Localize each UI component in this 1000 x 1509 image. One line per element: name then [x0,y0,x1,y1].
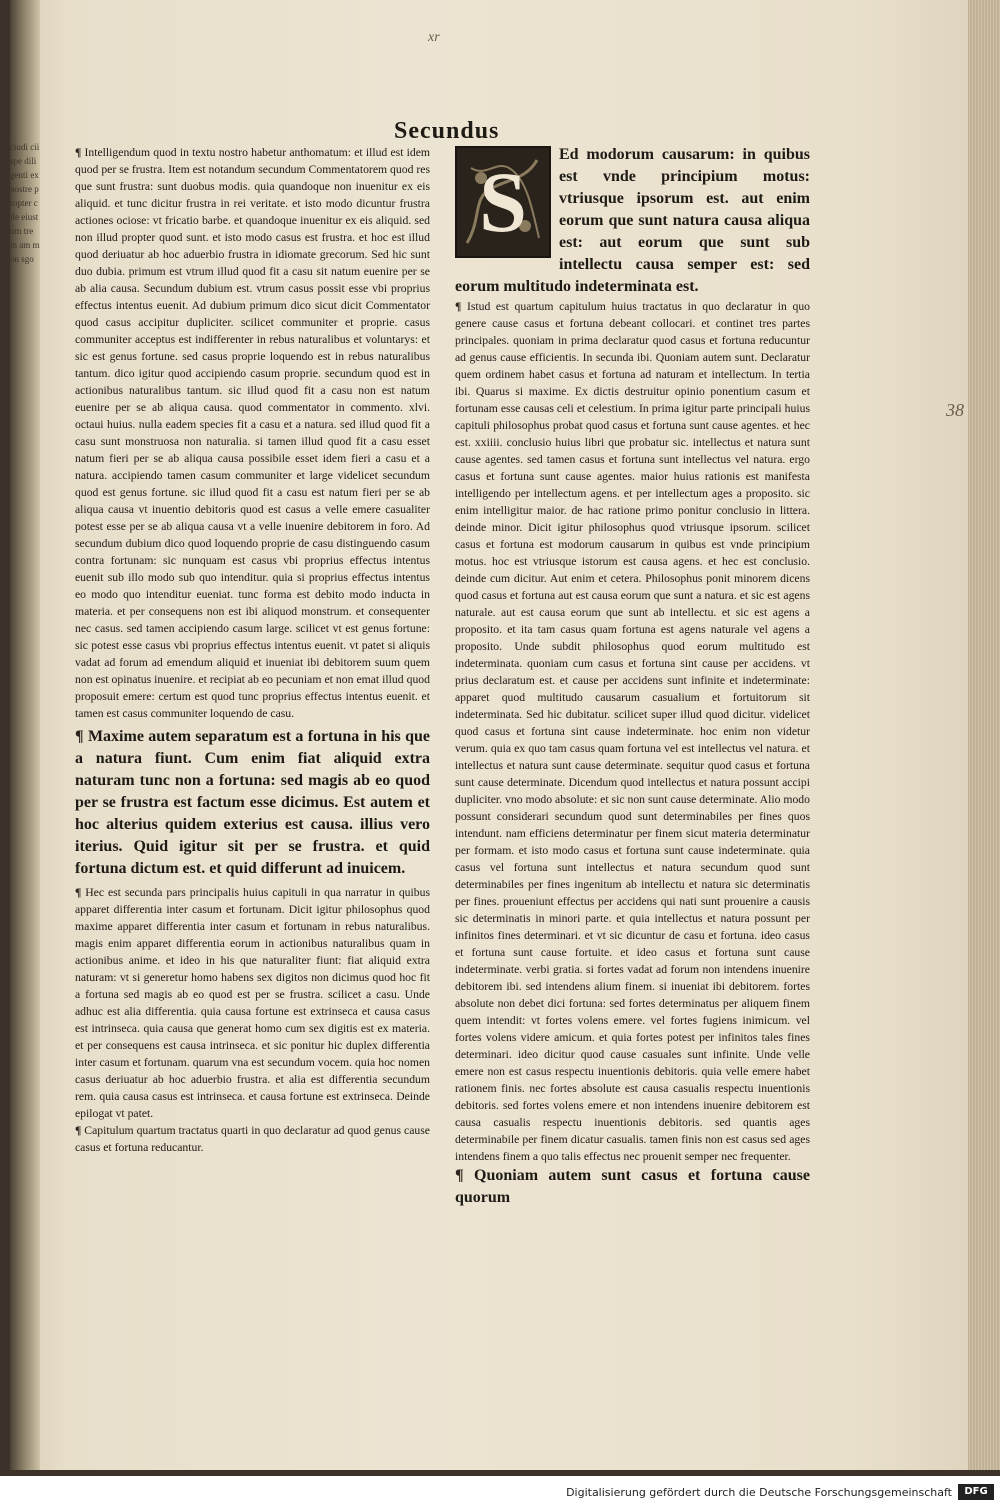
commentary-text: Istud est quartum capitulum huius tractatus in quo declaratur in quo genere cause casus et fortuna debeant collocari. et continet tres partes principales. quoniam in prima declaratur quod casus et fortuna reducuntur ad genus cause efficientis. In secunda ibi. Quoniam autem sunt. Declaratur quem ordinem habet casus et fortuna ad naturam et intellectum. In tertia ibi. Quarus si maxime. Ex dictis destruitur opinio ponentium casum et fortunam esse causas celi et celestium. In prima igitur parte principali huius capituli philosophus probat quod casus et fortuna sunt cause agentes. et hec est. xxiiii. conclusio huius libri que probatur sic. intellectus et natura sunt cause agentes. sed tamen casus et fortuna sunt intellectus vel natura. ergo casus et fortuna sunt cause agentes. maior huius rationis est manifesta intelligendo per intellectum agens. et per intellectum ages a proposito. sic enim intelligitur maior. de hac ratione primo ponitur conclusio in littera. deinde minor. Dicit igitur philosophus quod vtriusque ipsorum. scilicet casus et fortuna est modorum causarum in quibus est vnde principium motus. hoc est vtriusque istorum est causa agens. et hec est conclusio. deinde cum dicitur. Aut enim et cetera. Philosophus ponit minorem dicens quod casus et fortuna aut est causa eorum que sunt a natura. et sic est agens naturale. aut est causa eorum que sunt ab intellectu. et sic est agens a proposito. et ita tam casus quam fortuna est agens naturale vel agens a proposito. Unde subdit philosophus quod eorum multitudo est indeterminata. quoniam cum casus et fortuna sint cause per accidens. vt prius declaratum est. et cause per accidens sunt infinite et indeterminate: apparet quod multitudo causarum casualium et fortuitorum sit indeterminata. Sed hic dubitatur. scilicet super illud quod dicitur. videlicet quod casus et fortuna sint cause indeterminate. hoc enim non videtur verum. quia ex quo tam casus quam fortuna vel est intellectus vel natura. et intellectus et natura sunt cause determinate. sequitur quod casus et fortuna sunt cause determinate. Dicendum quod intellectus et natura possunt accipi dupliciter. vno modo absolute: et sic non sunt cause determinate. Alio modo possunt considerari secundum quod sunt determinabiles per fines quos intendunt. nam efficiens determinatur per finem sicut materia determinatur per formam. et isto modo casus et fortuna sunt cause indeterminate. quia casus vel fortuna sunt intellectus et natura secundum quod sunt determinabiles per fines ingenitum ab intellectu et natura sic determinatis per fines. proueniunt effectus per accidens qui nati sunt prouenire a causis sic determinatis in minori parte. et quia intellectus et natura possunt per infinitos fines determinari. et vt sic dicuntur de casu et fortuna. ideo casus et fortuna sunt cause fortuite. et ideo casus et fortuna sunt cause indeterminate. verbi gratia. si fortes vadat ad forum non intendens inuenire debitorem ibi. sed intendens alium finem. si inueniat ibi debitorem. fortes absolute non debet dici fortuna: sed fortes determinatus per aliquem finem quem intendit: vt fortes volens emere. vel fortes fugiens inimicum. vel fortes volens videre amicum. et quia fortes potest per infinitos tales fines determinari. ideo dicitur quod cause casuales sunt infinite. Unde velle emere non est casus respectu inuentionis debitoris. quia velle emere habet rationem finis. nec fortes absolute est causa casualis respectu inuentionis debitoris. sed fortes volens emere et non intendens inuenire debitorem est causa casualis respectu inuentionis debitoris. sed quantis ages determinabile per finem dicatur casualis. tamen finis non est casus sed ages intendens finem a quo talis effectus nec prouenit semper nec frequenter. [455,300,810,1163]
lemma-text: Maxime autem separatum est a fortuna in his que a natura fiunt. Cum enim fiat aliquid extra naturam tunc non a fortuna: sed magis ab eo quod per se frustra est factum esse dicimus. Est autem et hoc alterius quidem exterius est causa. illius vero iterius. Quid igitur sit per se frustra. et quid fortuna dictum est. et quid differunt ad inuicem. [75,728,430,877]
left-column [75,144,430,1224]
pilcrow-icon: ¶ [75,728,84,745]
chapter-heading [75,1122,430,1156]
pilcrow-icon: ¶ [455,1167,464,1184]
commentary-text: Hec est secunda pars principalis huius capituli in qua narratur in quibus apparet differentia inter casum et fortunam. Dicit igitur philosophus quod maxime apparet differentia inter casum et fortunam in rebus naturalibus. magis enim apparet differentia eorum in actionibus naturalibus quam in actionibus anime. et ideo in his que naturaliter fiunt: fiat aliquid extra naturam: vt si generetur homo habens sex digitos non dicimus quod hoc fit a fortuna sed magis ab eo quod est per se frustra. scilicet a casu. Unde adhuc est alia differentia. quia causa fortune est extrinseca et causa casus est intrinseca. quia causa que generat homo cum sex digitis est ex materia. et per consequens est causa intrinseca. et sic ponitur hic duplex differentia inter casum et fortunam. quarum vna est secundum vocem. quia hoc nomen casus deriuatur ab hoc aduerbio frustra. et alia est differentia secundum rem. quia causa casus est intrinseca. et causa fortune est extrinseca. Deinde epilogat vt patet. [75,886,430,1120]
commentary-text: Intelligendum quod in textu nostro habetur anthomatum: et illud est idem quod per se frustra. Item est notandum secundum Commentatorem quod res que sunt frustra: sunt duobus modis. quia quandoque non inuenitur ex eis aliquid. et tunc dicitur frustra in rei veritate. et isto modo dicuntur frustra actiones ociose: vt fricatio barbe. et quandoque inuenitur ex eis aliquid. sed non illud propter quod sunt. et isto modo casus est frustra. et hoc est illud quod deriuatur ab hoc aduerbio frustra in idiomate grecorum. Sed hic sunt duo dubia. primum est vtrum illud quod fit a casu sit natum euenire per se ab alia causa. Secundum dubium est. vtrum casus possit esse vbi proprius effectus intentus euenit. Ad dubium primum dico sicut dicit Commentator quod casus accipitur dupliciter. scilicet communiter et proprie. casus communiter acceptus est indifferenter in rebus naturalibus et voluntarys: et sic est genus fortune. sed casus proprie loquendo est in rebus naturalibus tantum. dico igitur quod accipiendo casum proprie. secundum quod est in actionibus naturalibus tantum. sic illud quod fit a casu non est natum euenire per se ab aliqua causa. quod commentator in commento. xlvi. octaui huius. nulla eadem species fit a casu et a natura. sed illud quod fit a casu sunt monstruosa non naturalia. si tamen illud quod fit a casu esset natum fieri per se ab aliqua causa possibile esset idem fieri a casu et a natura. accipiendo tamen casum communiter et large videlicet secundum quod est genus fortune. sic illud quod fit a casu est natum fieri per se ab aliqua causa vt inuentio debitoris quod est casus a velle emere casualiter potest esse per se ab aliqua causa vt a velle inuenire debitorem in foro. Ad secundum dubium dico quod loquendo proprie de casu distinguendo casum contra fortunam: sic nunquam est casus vbi proprius effectus intentus euenit sub illo modo sub quo intenditur. quia si proprius effectus intentus eo modo quo intenditur eueniat. tunc forma est debito modo inducta in materia. et per consequens non est ibi aliquod monstrum. et consequenter nec casus. sed tamen accipiendo casum large. scilicet vt est genus fortune: sic potest esse casus vbi proprius effectus intentus euenit. vt patet si aliquis vadat ad forum ad emendum aliquid et inueniat ibi debitorem suum quem non est opinatus inuenire. et recipiat ab eo pecuniam et non emat illud quod proposuit emere: certum est quod tunc proprius effectus intentus euenit. et tamen est casus communiter loquendo de casu. [75,146,430,720]
chapter-heading-text: Capitulum quartum tractatus quarti in quo declaratur ad quod genus cause casus et fortuna reducantur. [75,1124,430,1154]
lemma-paragraph [455,1165,810,1209]
commentary-paragraph [75,884,430,1122]
lemma-paragraph [75,726,430,880]
pilcrow-icon: ¶ [455,300,462,313]
book-page [10,0,1000,1470]
funding-credit: Digitalisierung gefördert durch die Deutsche Forschungsgemeinschaft [566,1486,952,1499]
right-column [455,144,810,1254]
margin-note: 38 [946,400,964,420]
adjacent-page-fragment: ciudi cii spe diligenti ex nostre propter cile eiustum trem am mon sgo [10,142,40,264]
pilcrow-icon: ¶ [75,886,82,899]
lemma-paragraph: Ed modorum causarum: in quibus est vnde principium motus: vtriusque ipsorum est. aut enim eorum que sunt natura causa aliqua est: aut eorum que sunt sub intellectu causa semper est: sed eorum multitudo indeterminata est. [455,146,810,295]
lemma-text: Quoniam autem sunt casus et fortuna cause quorum [455,1167,810,1206]
pilcrow-icon: ¶ [75,146,82,159]
initial-letter: S [479,154,527,250]
digitization-footer [0,1476,1000,1509]
folio-mark: xr [428,30,440,45]
decorated-initial [455,146,551,258]
commentary-paragraph [455,298,810,1165]
dfg-logo: DFG [958,1484,994,1500]
running-head: Secundus [394,118,500,144]
commentary-paragraph [75,144,430,722]
pilcrow-icon: ¶ [75,1124,82,1137]
page-edge [968,0,1000,1470]
